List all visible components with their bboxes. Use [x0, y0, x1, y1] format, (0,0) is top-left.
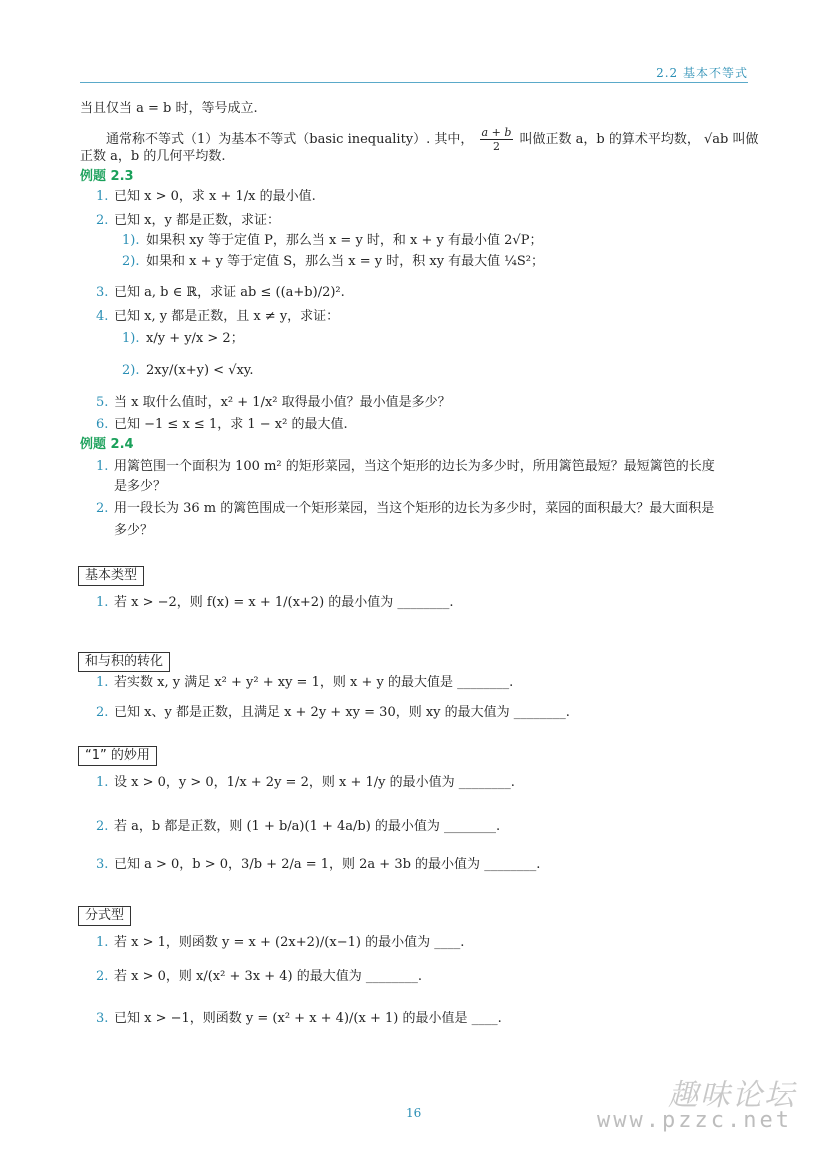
item-text: 已知 x，y 都是正数，求证： [114, 213, 280, 228]
item-text: x/y + y/x > 2； [146, 331, 244, 346]
item-number: 4. [96, 309, 109, 324]
ex23-item-4-1 [122, 330, 244, 348]
section-box-one-trick: “1” 的妙用 [78, 746, 157, 766]
item-text: 已知 x > −1，则函数 y = (x² + x + 4)/(x + 1) 的最小值是 ____. [114, 1011, 502, 1026]
ex24-item-2-cont: 多少？ [114, 523, 154, 538]
ex23-item-2 [96, 212, 280, 230]
ex23-item-2-2 [122, 253, 544, 271]
ex23-item-5 [96, 394, 451, 412]
basic-item-1 [96, 594, 454, 612]
item-text: 已知 a, b ∈ ℝ，求证 ab ≤ ((a+b)/2)². [114, 285, 345, 300]
ex23-item-6 [96, 416, 348, 434]
item-text: 若实数 x, y 满足 x² + y² + xy = 1，则 x + y 的最大值是 ________. [114, 675, 514, 690]
section-box-fraction: 分式型 [78, 906, 131, 926]
intro-text-a: 通常称不等式（1）为基本不等式（basic inequality）. 其中， [106, 132, 474, 147]
item-number: 6. [96, 417, 109, 432]
ex23-item-4 [96, 308, 339, 326]
item-text: 已知 −1 ≤ x ≤ 1，求 1 − x² 的最大值. [114, 417, 348, 432]
item-number: 2. [96, 213, 109, 228]
item-text: 如果积 xy 等于定值 P，那么当 x = y 时，和 x + y 有最小值 2√P； [146, 233, 543, 248]
item-text: 设 x > 0，y > 0，1/x + 2y = 2，则 x + 1/y 的最小值为 ________. [114, 775, 515, 790]
item-text: 如果和 x + y 等于定值 S，那么当 x = y 时，积 xy 有最大值 ¼S²； [146, 254, 545, 269]
example-2-3-title: 例题 2.3 [80, 169, 134, 184]
fraction-item-1 [96, 934, 464, 952]
mean-fraction: $\frac{a + b}{2}$ [481, 126, 512, 153]
item-number: 1. [96, 935, 109, 950]
item-number: 1. [96, 595, 109, 610]
item-text: 已知 a > 0，b > 0，3/b + 2/a = 1，则 2a + 3b 的最小值为 ________. [114, 857, 541, 872]
item-number: 1. [96, 189, 109, 204]
watermark-logo: 趣味论坛 [668, 1078, 796, 1113]
page-number: 16 [406, 1106, 422, 1120]
item-text: 若 a，b 都是正数，则 (1 + b/a)(1 + 4a/b) 的最小值为 ________. [114, 819, 501, 834]
item-number: 1). [122, 331, 140, 346]
one-trick-item-2 [96, 818, 500, 836]
ex23-item-1 [96, 188, 316, 206]
item-number: 2. [96, 501, 109, 516]
intro-text-c: √ab 叫做 [704, 132, 759, 147]
item-number: 1. [96, 459, 109, 474]
page-header [80, 62, 748, 83]
ex23-item-2-1 [122, 232, 542, 250]
ex24-item-1 [96, 458, 715, 476]
item-number: 5. [96, 395, 109, 410]
ex23-item-4-2 [122, 362, 254, 380]
item-text: 若 x > −2，则 f(x) = x + 1/(x+2) 的最小值为 ________. [114, 595, 454, 610]
item-number: 1. [96, 775, 109, 790]
intro-line-3: 正数 a，b 的几何平均数. [80, 149, 226, 164]
intro-line-1: 当且仅当 a = b 时，等号成立. [80, 101, 258, 116]
item-text: 用篱笆围一个面积为 100 m² 的矩形菜园，当这个矩形的边长为多少时，所用篱笆最短？最短篱笆的长度 [114, 459, 715, 474]
ex23-item-3 [96, 284, 345, 302]
item-number: 2). [122, 363, 140, 378]
item-number: 2. [96, 705, 109, 720]
fraction-item-3 [96, 1010, 502, 1028]
watermark-url: www.pzzc.net [597, 1108, 792, 1133]
item-number: 3. [96, 857, 109, 872]
item-number: 2. [96, 969, 109, 984]
item-number: 1. [96, 675, 109, 690]
ex24-item-1-cont: 是多少？ [114, 479, 167, 494]
section-box-sum-product: 和与积的转化 [78, 652, 170, 672]
sum-product-item-2 [96, 704, 570, 722]
section-title: 2.2 基本不等式 [656, 66, 748, 80]
item-number: 2). [122, 254, 140, 269]
item-number: 2. [96, 819, 109, 834]
sum-product-item-1 [96, 674, 513, 692]
example-2-4-title: 例题 2.4 [80, 437, 134, 452]
one-trick-item-3 [96, 856, 540, 874]
item-text: 已知 x、y 都是正数，且满足 x + 2y + xy = 30，则 xy 的最大值为 ________. [114, 705, 570, 720]
item-number: 3. [96, 285, 109, 300]
ex24-item-2 [96, 500, 714, 518]
one-trick-item-1 [96, 774, 515, 792]
item-text: 当 x 取什么值时，x² + 1/x² 取得最小值？最小值是多少？ [114, 395, 451, 410]
item-number: 3. [96, 1011, 109, 1026]
item-text: 已知 x > 0，求 x + 1/x 的最小值. [114, 189, 316, 204]
item-text: 用一段长为 36 m 的篱笆围成一个矩形菜园，当这个矩形的边长为多少时，菜园的面积最大？最大面积是 [114, 501, 715, 516]
item-text: 已知 x, y 都是正数，且 x ≠ y，求证： [114, 309, 340, 324]
intro-text-b: 叫做正数 a，b 的算术平均数， [519, 132, 700, 147]
item-text: 若 x > 1，则函数 y = x + (2x+2)/(x−1) 的最小值为 ____. [114, 935, 465, 950]
fraction-item-2 [96, 968, 422, 986]
section-box-basic: 基本类型 [78, 566, 144, 586]
item-text: 2xy/(x+y) < √xy. [146, 363, 254, 378]
item-number: 1). [122, 233, 140, 248]
item-text: 若 x > 0，则 x/(x² + 3x + 4) 的最大值为 ________. [114, 969, 423, 984]
